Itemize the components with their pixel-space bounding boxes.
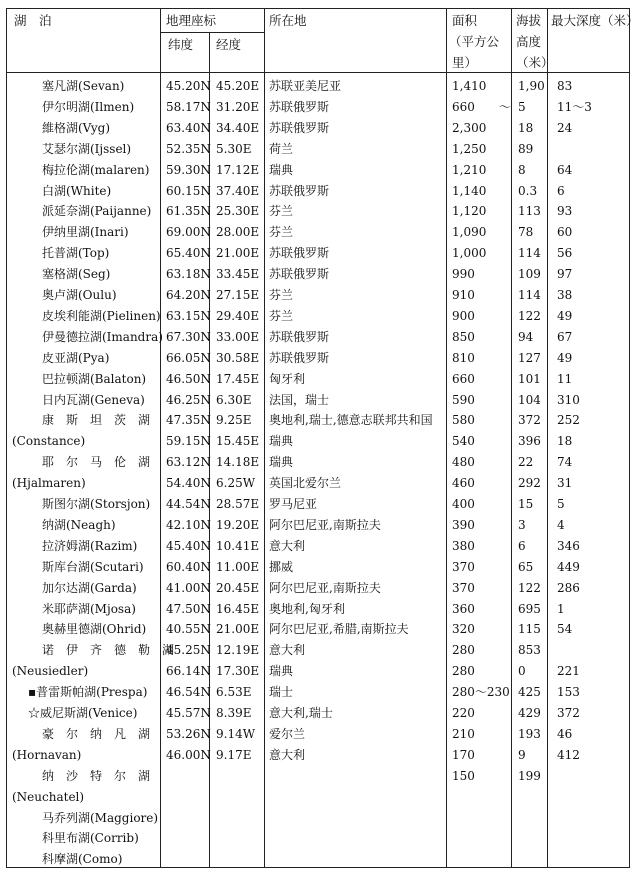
latitude-cell: 60.40N <box>166 559 211 574</box>
depth-cell: 11 <box>557 371 573 386</box>
longitude-cell: 31.20E <box>216 99 260 114</box>
header-area: 面积 <box>452 13 478 28</box>
area-cell: 320 <box>452 622 475 637</box>
lake-name-cell: (Neusiedler) <box>12 664 89 679</box>
longitude-cell: 15.45E <box>216 434 260 449</box>
longitude-cell: 6.25W <box>216 476 256 491</box>
lake-name-cell: 托普湖(Top) <box>42 246 110 261</box>
location-cell: 意大利 <box>269 643 306 658</box>
altitude-cell: 104 <box>518 392 541 407</box>
longitude-cell: 25.30E <box>216 204 260 219</box>
altitude-cell: 65 <box>518 559 534 574</box>
longitude-cell: 45.20E <box>216 79 260 93</box>
depth-cell: 93 <box>557 204 573 219</box>
col-border-right <box>629 8 630 868</box>
depth-cell: 97 <box>557 267 573 282</box>
longitude-cell: 29.40E <box>216 308 260 323</box>
location-cell: 苏联俄罗斯 <box>269 120 330 135</box>
latitude-cell: 54.40N <box>166 476 211 491</box>
depth-cell: 60 <box>557 225 573 240</box>
altitude-cell: 0 <box>518 664 526 679</box>
header-area-unit-2: 里） <box>452 55 478 70</box>
latitude-cell: 46.25N <box>166 392 211 407</box>
longitude-cell: 6.53E <box>216 685 252 700</box>
depth-cell: 11～3 <box>557 99 592 114</box>
header-depth: 最大深度（米） <box>551 13 639 28</box>
depth-cell: 64 <box>557 162 573 177</box>
location-cell: 苏联俄罗斯 <box>269 350 330 365</box>
longitude-cell: 21.00E <box>216 246 260 261</box>
longitude-cell: 27.15E <box>216 288 260 302</box>
altitude-cell: 9 <box>518 747 526 762</box>
area-cell: 660 <box>452 371 475 386</box>
location-cell: 英国北爱尔兰 <box>269 476 342 491</box>
area-cell: 1,250 <box>452 141 487 156</box>
location-cell: 苏联俄罗斯 <box>269 246 330 261</box>
area-cell: 280 <box>452 664 475 679</box>
altitude-cell: 396 <box>518 434 541 449</box>
location-cell: 荷兰 <box>269 141 294 156</box>
altitude-cell: 292 <box>518 476 541 491</box>
location-cell: 苏联俄罗斯 <box>269 329 330 344</box>
area-cell: 280～230 <box>452 685 510 700</box>
altitude-cell: 853 <box>518 643 541 658</box>
altitude-cell: 429 <box>518 706 541 720</box>
altitude-cell: 109 <box>518 267 541 282</box>
latitude-cell: 46.50N <box>166 371 211 386</box>
header-lat: 纬度 <box>168 37 194 52</box>
area-cell: 390 <box>452 517 475 532</box>
location-cell: 苏联俄罗斯 <box>269 267 330 282</box>
area-cell: 1,090 <box>452 225 487 240</box>
altitude-cell: 127 <box>518 350 541 365</box>
depth-cell: 49 <box>557 350 573 365</box>
longitude-cell: 9.17E <box>216 747 252 762</box>
header-alt-3: （米） <box>516 55 554 70</box>
depth-cell: 18 <box>557 434 573 449</box>
longitude-cell: 28.00E <box>216 225 260 240</box>
coords-sub-divider <box>160 32 264 33</box>
location-cell: 苏联亚美尼亚 <box>269 79 342 93</box>
longitude-cell: 14.18E <box>216 455 260 470</box>
longitude-cell: 21.00E <box>216 622 260 637</box>
depth-cell: 412 <box>557 747 580 762</box>
area-cell: 2,300 <box>452 120 487 135</box>
altitude-cell: 89 <box>518 141 534 156</box>
latitude-cell: 66.14N <box>166 664 211 679</box>
altitude-cell: 15 <box>518 497 534 511</box>
location-cell: 瑞典 <box>269 455 294 470</box>
lake-name-cell: 米耶萨湖(Mjosa) <box>42 601 136 616</box>
altitude-cell: 78 <box>518 225 534 240</box>
longitude-cell: 12.19E <box>216 643 260 658</box>
latitude-cell: 45.57N <box>166 706 211 720</box>
latitude-cell: 47.35N <box>166 413 211 428</box>
lake-name-cell: 加尔达湖(Garda) <box>42 580 137 595</box>
lake-name-cell: 诺 伊 齐 德 勒 湖 <box>42 643 175 658</box>
altitude-cell: 5 <box>518 99 526 114</box>
altitude-cell: 695 <box>518 601 541 616</box>
longitude-cell: 19.20E <box>216 517 260 532</box>
lake-name-cell: 艾瑟尔湖(Ijssel) <box>42 141 132 156</box>
location-cell: 罗马尼亚 <box>269 497 318 511</box>
area-cell: 1,410 <box>452 79 487 93</box>
depth-cell: 56 <box>557 246 573 261</box>
lake-name-cell: 派延奈湖(Paijanne) <box>42 204 152 219</box>
longitude-cell: 33.45E <box>216 267 260 282</box>
lake-name-cell: 皮亚湖(Pya) <box>42 350 110 365</box>
header-lake: 湖 泊 <box>14 13 52 28</box>
location-cell: 奥地利,瑞士,德意志联邦共和国 <box>269 413 433 428</box>
latitude-cell: 63.18N <box>166 267 211 282</box>
lake-table <box>6 8 639 868</box>
altitude-cell: 18 <box>518 120 534 135</box>
depth-cell: 74 <box>557 455 573 470</box>
depth-cell: 310 <box>557 392 580 407</box>
area-cell: 370 <box>452 559 475 574</box>
location-cell: 瑞典 <box>269 434 294 449</box>
depth-cell: 449 <box>557 559 580 574</box>
latitude-cell: 66.05N <box>166 350 211 365</box>
altitude-cell: 122 <box>518 580 541 595</box>
area-cell: 580 <box>452 413 475 428</box>
lake-name-cell: (Hjalmaren) <box>12 476 86 491</box>
area-cell: 380 <box>452 538 475 553</box>
location-cell: 阿尔巴尼亚,南斯拉夫 <box>269 580 381 595</box>
location-cell: 瑞典 <box>269 664 294 679</box>
altitude-cell: 113 <box>518 204 541 219</box>
header-location: 所在地 <box>269 13 307 28</box>
latitude-cell: 58.17N <box>166 99 211 114</box>
depth-cell: 49 <box>557 308 573 323</box>
location-cell: 爱尔兰 <box>269 726 306 741</box>
lake-name-cell: 拉济姆湖(Razim) <box>42 538 138 553</box>
latitude-cell: 65.40N <box>166 246 211 261</box>
area-cell: 1,210 <box>452 162 487 177</box>
lake-name-cell: 豪 尔 纳 凡 湖 <box>42 726 151 741</box>
lake-name-cell: 耶 尔 马 伦 湖 <box>42 455 151 470</box>
latitude-cell: 45.25N <box>166 643 211 658</box>
area-cell: 360 <box>452 601 475 616</box>
longitude-cell: 34.40E <box>216 120 260 135</box>
lake-name-cell: 奥卢湖(Oulu) <box>42 288 117 302</box>
altitude-cell: 1,90 <box>518 79 545 93</box>
latitude-cell: 46.54N <box>166 685 211 700</box>
location-cell: 阿尔巴尼亚,南斯拉夫 <box>269 517 381 532</box>
latitude-cell: 59.15N <box>166 434 211 449</box>
area-cell: 220 <box>452 706 475 720</box>
col-border-lake <box>160 8 161 868</box>
latitude-cell: 64.20N <box>166 288 211 302</box>
header-alt-1: 海拔 <box>516 13 542 28</box>
longitude-cell: 16.45E <box>216 601 260 616</box>
area-cell: 990 <box>452 267 475 282</box>
location-cell: 奥地利,匈牙利 <box>269 601 345 616</box>
altitude-cell: 115 <box>518 622 541 637</box>
area-cell: 590 <box>452 392 475 407</box>
depth-cell: 31 <box>557 476 573 491</box>
lake-name-cell: 維格湖(Vyg) <box>42 120 111 135</box>
depth-cell: 221 <box>557 664 580 679</box>
location-cell: 芬兰 <box>269 225 294 240</box>
location-cell: 意大利 <box>269 538 306 553</box>
location-cell: 阿尔巴尼亚,希腊,南斯拉夫 <box>269 622 409 637</box>
depth-cell: 67 <box>557 329 573 344</box>
area-cell: 460 <box>452 476 475 491</box>
area-cell: 660 ～ <box>452 99 511 114</box>
location-cell: 意大利 <box>269 747 306 762</box>
lake-name-cell: 斯图尔湖(Storsjon) <box>42 497 151 511</box>
latitude-cell: 46.00N <box>166 747 211 762</box>
longitude-cell: 17.45E <box>216 371 260 386</box>
longitude-cell: 37.40E <box>216 183 260 198</box>
longitude-cell: 17.30E <box>216 664 260 679</box>
area-cell: 900 <box>452 308 475 323</box>
depth-cell: 4 <box>557 517 565 532</box>
lake-name-cell: 日内瓦湖(Geneva) <box>42 392 145 407</box>
longitude-cell: 11.00E <box>216 559 260 574</box>
latitude-cell: 59.30N <box>166 162 211 177</box>
lake-name-cell: 纳湖(Neagh) <box>42 517 116 532</box>
altitude-cell: 122 <box>518 308 541 323</box>
depth-cell: 24 <box>557 120 573 135</box>
altitude-cell: 114 <box>518 246 541 261</box>
longitude-cell: 30.58E <box>216 350 260 365</box>
area-cell: 1,000 <box>452 246 487 261</box>
lake-name-cell: ☆威尼斯湖(Venice) <box>28 706 138 720</box>
longitude-cell: 8.39E <box>216 706 252 720</box>
depth-cell: 46 <box>557 726 573 741</box>
altitude-cell: 193 <box>518 726 541 741</box>
longitude-cell: 17.12E <box>216 162 260 177</box>
lake-name-cell: 白湖(White) <box>42 183 112 198</box>
col-border-left <box>6 8 7 868</box>
table-top-border <box>6 8 630 9</box>
col-border-coords <box>264 8 265 868</box>
altitude-cell: 425 <box>518 685 541 700</box>
col-border-area <box>511 8 512 868</box>
location-cell: 瑞士 <box>269 685 294 700</box>
area-cell: 150 <box>452 768 475 783</box>
depth-cell: 153 <box>557 685 580 700</box>
lake-name-cell: (Hornavan) <box>12 747 82 762</box>
area-cell: 810 <box>452 350 475 365</box>
location-cell: 匈牙利 <box>269 371 306 386</box>
area-cell: 850 <box>452 329 475 344</box>
depth-cell: 83 <box>557 79 573 93</box>
header-alt-2: 高度 <box>516 34 542 49</box>
lake-name-cell: (Neuchatel) <box>12 789 85 804</box>
depth-cell: 5 <box>557 497 565 511</box>
depth-cell: 372 <box>557 706 580 720</box>
depth-cell: 252 <box>557 413 580 428</box>
header-area-unit-1: （平方公 <box>449 34 500 49</box>
latitude-cell: 52.35N <box>166 141 211 156</box>
latitude-cell: 40.55N <box>166 622 211 637</box>
area-cell: 480 <box>452 455 475 470</box>
latitude-cell: 44.54N <box>166 497 211 511</box>
depth-cell: 54 <box>557 622 573 637</box>
area-cell: 170 <box>452 747 475 762</box>
lake-name-cell: 康 斯 坦 茨 湖 <box>42 413 151 428</box>
altitude-cell: 22 <box>518 455 534 470</box>
area-cell: 280 <box>452 643 475 658</box>
altitude-cell: 6 <box>518 538 526 553</box>
altitude-cell: 0.3 <box>518 183 538 198</box>
depth-cell: 1 <box>557 601 565 616</box>
latitude-cell: 53.26N <box>166 726 211 741</box>
latitude-cell: 45.20N <box>166 79 211 93</box>
latitude-cell: 61.35N <box>166 204 211 219</box>
lake-name-cell: 科摩湖(Como) <box>42 852 123 867</box>
header-coords: 地理座标 <box>166 13 217 28</box>
depth-cell: 286 <box>557 580 580 595</box>
latitude-cell: 63.15N <box>166 308 211 323</box>
lake-name-cell: 奥赫里德湖(Ohrid) <box>42 622 147 637</box>
altitude-cell: 372 <box>518 413 541 428</box>
latitude-cell: 67.30N <box>166 329 211 344</box>
location-cell: 法国，瑞士 <box>269 392 330 407</box>
header-lon: 经度 <box>216 37 242 52</box>
latitude-cell: 63.12N <box>166 455 211 470</box>
lake-name-cell: 塞格湖(Seg) <box>42 267 111 282</box>
col-border-altitude <box>547 8 548 868</box>
lake-name-cell: 伊曼德拉湖(Imandra) <box>42 329 163 344</box>
longitude-cell: 5.30E <box>216 141 252 156</box>
longitude-cell: 28.57E <box>216 497 260 511</box>
location-cell: 芬兰 <box>269 308 294 323</box>
location-cell: 挪威 <box>269 559 294 574</box>
location-cell: 瑞典 <box>269 162 294 177</box>
lake-name-cell: 科里布湖(Corrib) <box>42 831 139 846</box>
lake-name-cell: 皮埃利能湖(Pielinen) <box>42 308 161 323</box>
lake-name-cell: 马乔列湖(Maggiore) <box>42 810 159 825</box>
area-cell: 400 <box>452 497 475 511</box>
altitude-cell: 3 <box>518 517 526 532</box>
lake-name-cell: 斯库台湖(Scutari) <box>42 559 144 574</box>
lake-name-cell: 伊尔明湖(Ilmen) <box>42 99 135 114</box>
location-cell: 苏联俄罗斯 <box>269 99 330 114</box>
latitude-cell: 41.00N <box>166 580 211 595</box>
header-bottom-border <box>6 72 630 73</box>
location-cell: 芬兰 <box>269 288 294 302</box>
latitude-cell: 42.10N <box>166 517 211 532</box>
longitude-cell: 33.00E <box>216 329 260 344</box>
altitude-cell: 94 <box>518 329 534 344</box>
depth-cell: 6 <box>557 183 565 198</box>
location-cell: 苏联俄罗斯 <box>269 183 330 198</box>
lake-name-cell: 纳 沙 特 尔 湖 <box>42 768 151 783</box>
altitude-cell: 101 <box>518 371 541 386</box>
longitude-cell: 9.25E <box>216 413 252 428</box>
altitude-cell: 8 <box>518 162 526 177</box>
lake-name-cell: 巴拉顿湖(Balaton) <box>42 371 147 386</box>
area-cell: 540 <box>452 434 475 449</box>
location-cell: 意大利,瑞士 <box>269 706 333 720</box>
latitude-cell: 60.15N <box>166 183 211 198</box>
latitude-cell: 45.40N <box>166 538 211 553</box>
longitude-cell: 9.14W <box>216 726 256 741</box>
area-cell: 370 <box>452 580 475 595</box>
area-cell: 1,120 <box>452 204 487 219</box>
depth-cell: 38 <box>557 288 573 302</box>
longitude-cell: 6.30E <box>216 392 252 407</box>
altitude-cell: 199 <box>518 768 541 783</box>
location-cell: 芬兰 <box>269 204 294 219</box>
lake-name-cell: 伊纳里湖(Inari) <box>42 225 129 240</box>
area-cell: 1,140 <box>452 183 487 198</box>
area-cell: 210 <box>452 726 475 741</box>
latitude-cell: 47.50N <box>166 601 211 616</box>
lake-name-cell: 塞凡湖(Sevan) <box>42 79 125 93</box>
lake-name-cell: ▪普雷斯帕湖(Prespa) <box>28 685 148 700</box>
area-cell: 910 <box>452 288 475 302</box>
altitude-cell: 114 <box>518 288 541 302</box>
lake-name-cell: 梅拉伦湖(malaren) <box>42 162 150 177</box>
latitude-cell: 69.00N <box>166 225 211 240</box>
col-border-location <box>446 8 447 868</box>
longitude-cell: 20.45E <box>216 580 260 595</box>
latitude-cell: 63.40N <box>166 120 211 135</box>
lake-name-cell: (Constance) <box>12 434 86 449</box>
longitude-cell: 10.41E <box>216 538 260 553</box>
depth-cell: 346 <box>557 538 580 553</box>
